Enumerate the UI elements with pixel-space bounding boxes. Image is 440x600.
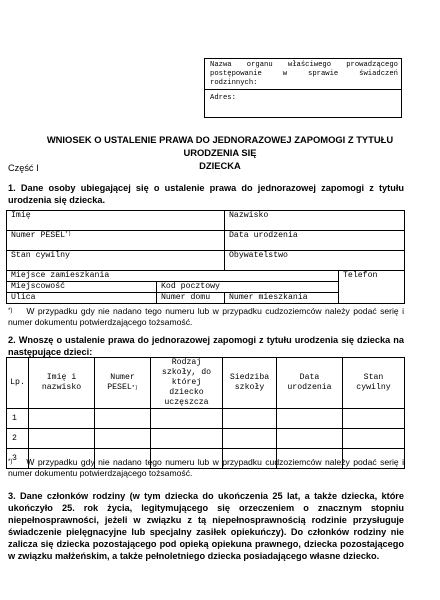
first-name-label: Imię xyxy=(11,211,31,220)
postal-code-label: Kod pocztowy xyxy=(161,282,220,291)
civil-status-label: Stan cywilny xyxy=(11,251,70,260)
children-table xyxy=(6,357,405,469)
pesel-footnote-mark: *) xyxy=(65,231,72,237)
child-school-type-cell[interactable] xyxy=(151,409,223,429)
child-pesel-cell[interactable] xyxy=(95,409,151,429)
child-birth-date-cell[interactable] xyxy=(277,409,343,429)
table-row xyxy=(7,429,405,449)
authority-label: Nazwa organu właściwego prowadzącego postępowanie w sprawie świadczeń rodzinnych: xyxy=(210,61,398,87)
form-title xyxy=(20,133,420,172)
row-number: 2 xyxy=(7,429,29,449)
birth-date-field[interactable] xyxy=(225,231,405,251)
child-name-cell[interactable] xyxy=(29,429,95,449)
header-school-type: Rodzaj szkoły, do której dziecko uczęszcza xyxy=(151,358,223,409)
last-name-label: Nazwisko xyxy=(229,211,269,220)
header-birth-date: Data urodzenia xyxy=(277,358,343,409)
phone-field[interactable] xyxy=(339,271,405,304)
header-civil-status: Stan cywilny xyxy=(343,358,405,409)
row-number: 3 xyxy=(7,449,29,469)
birth-date-label: Data urodzenia xyxy=(229,231,298,240)
section3-text: 3. Dane członków rodziny (w tym dziecka do ukończenia 25 lat, a także dziecka, które ukończyło 25. rok życia, legitymującego się orzeczeniem o znacznym stopniu niepełnosprawności, jeżeli w związku z tą niepełnosprawnością rodzinie przysługuje świadczenie pielęgnacyjne lub specjalny zasiłek opiekuńczy). Do członków rodziny nie zalicza się dziecka pozostającego pod opieką opiekuna prawnego, dziecka pozostającego w związku małżeńskim, a także pełnoletniego dziecka posiadającego własne dziecko. xyxy=(8,491,404,561)
table-row xyxy=(7,409,405,429)
locality-label: Miejscowość xyxy=(11,282,66,291)
header-pesel-footnote-mark: *) xyxy=(131,385,138,391)
first-name-field[interactable] xyxy=(7,211,225,231)
postal-code-field[interactable] xyxy=(157,282,339,293)
child-civil-status-cell[interactable] xyxy=(343,409,405,429)
footnote-2-mark: *) xyxy=(8,459,13,465)
citizenship-label: Obywatelstwo xyxy=(229,251,288,260)
footnote-1-mark: *) xyxy=(8,308,13,314)
locality-field[interactable] xyxy=(7,282,157,293)
street-label: Ulica xyxy=(11,293,36,302)
flat-no-field[interactable] xyxy=(225,293,339,304)
form-title-line1: WNIOSEK O USTALENIE PRAWA DO JEDNORAZOWEJ ZAPOMOGI Z TYTUŁU URODZENIA SIĘ xyxy=(46,134,394,158)
header-school-seat: Siedziba szkoły xyxy=(223,358,277,409)
header-lp: Lp. xyxy=(7,358,29,409)
residence-label: Miejsce zamieszkania xyxy=(11,271,110,280)
authority-divider xyxy=(205,89,401,90)
street-field[interactable] xyxy=(7,293,157,304)
header-name: Imię i nazwisko xyxy=(29,358,95,409)
house-no-field[interactable] xyxy=(157,293,225,304)
section1-heading: 1. Dane osoby ubiegającej się o ustalenie prawa do jednorazowej zapomogi z tytułu urodzenia się dziecka. xyxy=(8,183,404,205)
part-label: Część I xyxy=(8,163,39,173)
row-number: 1 xyxy=(7,409,29,429)
form-title-line2: DZIECKA xyxy=(199,160,241,171)
footnote-2 xyxy=(8,457,404,479)
authority-box xyxy=(204,58,402,118)
child-birth-date-cell[interactable] xyxy=(277,429,343,449)
pesel-label: Numer PESEL xyxy=(11,231,66,240)
child-pesel-cell[interactable] xyxy=(95,429,151,449)
header-pesel-label: Numer PESEL xyxy=(107,373,135,392)
header-pesel xyxy=(95,358,151,409)
authority-address-label: Adres: xyxy=(210,94,236,102)
child-school-seat-cell[interactable] xyxy=(223,429,277,449)
section2-heading: 2. Wnoszę o ustalenie prawa do jednorazowej zapomogi z tytułu urodzenia się dziecka na następujące dzieci: xyxy=(8,335,404,357)
residence-header xyxy=(7,271,339,282)
flat-no-label: Numer mieszkania xyxy=(229,293,308,302)
child-name-cell[interactable] xyxy=(29,409,95,429)
civil-status-field[interactable] xyxy=(7,251,225,271)
child-civil-status-cell[interactable] xyxy=(343,429,405,449)
footnote-1 xyxy=(8,306,404,328)
footnote-2-text: W przypadku gdy nie nadano tego numeru lub w przypadku cudzoziemców należy podać serię i numer dokumentu potwierdzającego tożsamość. xyxy=(8,457,404,478)
phone-label: Telefon xyxy=(343,271,378,280)
last-name-field[interactable] xyxy=(225,211,405,231)
applicant-table xyxy=(6,210,405,304)
footnote-1-text: W przypadku gdy nie nadano tego numeru lub w przypadku cudzoziemców należy podać serię i numer dokumentu potwierdzającego tożsamość. xyxy=(8,306,404,327)
house-no-label: Numer domu xyxy=(161,293,211,302)
pesel-field[interactable] xyxy=(7,231,225,251)
citizenship-field[interactable] xyxy=(225,251,405,271)
child-school-type-cell[interactable] xyxy=(151,429,223,449)
child-school-seat-cell[interactable] xyxy=(223,409,277,429)
